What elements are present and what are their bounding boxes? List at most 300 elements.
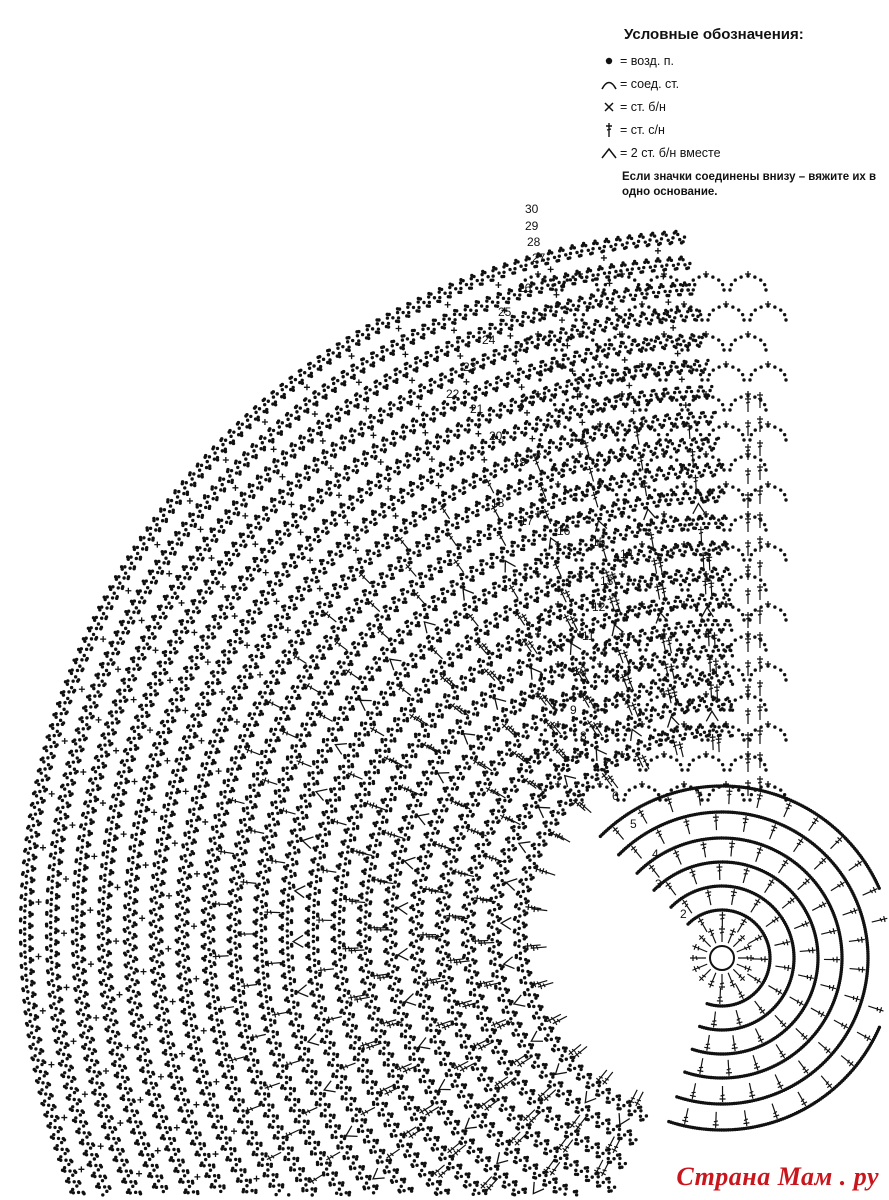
- chain-dot: [521, 661, 524, 664]
- double-crochet-mark: [767, 983, 784, 996]
- chain-dot: [416, 782, 419, 785]
- chain-dot: [572, 685, 575, 688]
- chain-dot: [649, 582, 652, 585]
- chain-dot: [479, 629, 482, 632]
- double-crochet-mark: [788, 994, 805, 1007]
- chain-dot: [456, 1164, 459, 1167]
- chain-dot: [473, 668, 476, 671]
- chain-dot: [489, 1017, 492, 1020]
- chain-dot: [380, 1029, 383, 1032]
- double-crochet-mark: [735, 917, 748, 934]
- chain-dot: [526, 603, 529, 606]
- double-crochet-mark: [796, 877, 812, 892]
- chain-dot: [601, 1091, 604, 1094]
- chain-dot: [427, 1126, 430, 1129]
- chain-dot: [615, 699, 618, 702]
- chain-dot: [360, 966, 363, 969]
- chain-dot: [394, 1000, 397, 1003]
- chain-dot: [578, 1065, 581, 1068]
- chain-dot: [568, 584, 571, 587]
- chain-dot: [440, 1100, 443, 1103]
- chain-dot: [701, 697, 704, 700]
- chain-dot: [447, 694, 450, 697]
- chain-dot: [392, 1129, 395, 1132]
- chain-dot: [655, 629, 658, 632]
- chain-dot: [703, 674, 706, 677]
- chain-dot: [405, 1024, 408, 1027]
- double-crochet-mark: [697, 1058, 706, 1075]
- chain-dot: [489, 760, 492, 763]
- chain-dot: [363, 990, 366, 993]
- chain-dot: [454, 1175, 457, 1178]
- chain-dot: [878, 887, 881, 890]
- chain-dot: [702, 568, 705, 571]
- chain-dot: [661, 688, 664, 691]
- chain-dot: [341, 881, 344, 884]
- chain-dot: [435, 703, 438, 706]
- chain-dot: [530, 769, 533, 772]
- chain-dot: [478, 658, 481, 661]
- chain-dot: [368, 936, 371, 939]
- chain-dot: [673, 707, 676, 710]
- chain-dot: [692, 573, 695, 576]
- chain-dot: [364, 934, 367, 937]
- chain-dot: [383, 1041, 386, 1044]
- chain-dot: [430, 771, 433, 774]
- chain-dot: [684, 683, 687, 686]
- chain-dot: [495, 816, 498, 819]
- chain-dot: [519, 895, 522, 898]
- chain-dot: [643, 658, 646, 661]
- chain-dot: [673, 685, 676, 688]
- chain-dot: [533, 748, 536, 751]
- chain-dot: [396, 729, 399, 732]
- chain-dot: [500, 879, 503, 882]
- chain-dot: [376, 810, 379, 813]
- chain-dot: [401, 1091, 404, 1094]
- chain-dot: [428, 712, 431, 715]
- chain-dot: [554, 1181, 557, 1184]
- chain-dot: [399, 1133, 402, 1136]
- chain-dot: [624, 1162, 627, 1165]
- chain-dot: [658, 660, 661, 663]
- chain-dot: [362, 1078, 365, 1081]
- chain-dot: [445, 699, 448, 702]
- chain-dot: [521, 969, 524, 972]
- chain-dot: [529, 1097, 532, 1100]
- chain-dot: [442, 957, 445, 960]
- chain-dot: [507, 855, 510, 858]
- chain-dot: [716, 623, 719, 626]
- chain-dot: [480, 1158, 483, 1161]
- chain-dot: [516, 932, 519, 935]
- chain-dot: [429, 1029, 432, 1032]
- chain-dot: [456, 844, 459, 847]
- chain-dot: [564, 1135, 567, 1138]
- chain-dot: [574, 1130, 577, 1133]
- chain-dot: [384, 948, 387, 951]
- chain-dot: [615, 642, 618, 645]
- chain-dot: [501, 893, 504, 896]
- chain-dot: [378, 749, 381, 752]
- double-crochet-mark: [453, 1059, 470, 1072]
- chain-dot: [638, 579, 641, 582]
- chain-dot: [535, 1053, 538, 1056]
- chain-dot: [631, 635, 634, 638]
- chain-dot: [418, 1003, 421, 1006]
- double-crochet-mark: [682, 1108, 691, 1125]
- chain-dot: [366, 958, 369, 961]
- chain-dot: [441, 1145, 444, 1148]
- chain-dot: [459, 1034, 462, 1037]
- chain-dot: [595, 1093, 598, 1096]
- chain-dot: [439, 901, 442, 904]
- chain-dot: [413, 1112, 416, 1115]
- chain-dot: [531, 654, 534, 657]
- chain-dot: [469, 934, 472, 937]
- chain-dot: [494, 1172, 497, 1175]
- chain-dot: [421, 912, 424, 915]
- chain-dot: [542, 839, 545, 842]
- chain-dot: [422, 771, 425, 774]
- chain-dot: [586, 773, 589, 776]
- chain-dot: [419, 879, 422, 882]
- chain-dot: [618, 1098, 621, 1101]
- chain-dot: [468, 1034, 471, 1037]
- chain-dot: [382, 1113, 385, 1116]
- chain-dot: [490, 772, 493, 775]
- chain-dot: [395, 765, 398, 768]
- chain-dot: [448, 651, 451, 654]
- chain-dot: [667, 601, 670, 604]
- chain-dot: [450, 881, 453, 884]
- chain-dot: [642, 685, 645, 688]
- chain-dot: [441, 908, 444, 911]
- chain-dot: [526, 664, 529, 667]
- chain-dot: [415, 915, 418, 918]
- chain-dot: [457, 1120, 460, 1123]
- chain-dot: [421, 867, 424, 870]
- chain-dot: [439, 1040, 442, 1043]
- chain-dot: [339, 893, 342, 896]
- chain-dot: [711, 650, 714, 653]
- chain-dot: [429, 1023, 432, 1026]
- chain-dot: [422, 1015, 425, 1018]
- chain-dot: [460, 1175, 463, 1178]
- chain-dot: [408, 1041, 411, 1044]
- chain-dot: [485, 619, 488, 622]
- chain-dot: [415, 687, 418, 690]
- chain-dot: [607, 1122, 610, 1125]
- chain-dot: [525, 769, 528, 772]
- chain-dot: [434, 670, 437, 673]
- chain-dot: [462, 775, 465, 778]
- chain-dot: [510, 678, 513, 681]
- chain-dot: [576, 748, 579, 751]
- chain-dot: [496, 876, 499, 879]
- chain-dot: [498, 891, 501, 894]
- chain-dot: [423, 1173, 426, 1176]
- chain-dot: [547, 1084, 550, 1087]
- double-crochet-mark: [828, 835, 844, 851]
- chain-dot: [564, 1122, 567, 1125]
- chain-dot: [548, 620, 551, 623]
- chain-dot: [444, 996, 447, 999]
- double-crochet-mark: [654, 828, 667, 845]
- chain-dot: [695, 579, 698, 582]
- chain-dot: [650, 663, 653, 666]
- chain-dot: [468, 765, 471, 768]
- chain-dot: [387, 748, 390, 751]
- chain-dot: [400, 827, 403, 830]
- chain-dot: [399, 776, 402, 779]
- chain-dot: [585, 1149, 588, 1152]
- double-crochet-mark: [736, 961, 753, 973]
- chain-dot: [449, 1062, 452, 1065]
- chain-dot: [505, 618, 508, 621]
- chain-dot: [616, 1124, 619, 1127]
- chain-dot: [518, 927, 521, 930]
- chain-dot: [538, 626, 541, 629]
- chain-dot: [367, 770, 370, 773]
- chain-dot: [507, 795, 510, 798]
- chain-dot: [536, 597, 539, 600]
- chain-dot: [663, 655, 666, 658]
- chain-dot: [453, 690, 456, 693]
- chain-dot: [398, 857, 401, 860]
- chain-dot: [516, 1022, 519, 1025]
- chain-dot: [672, 581, 675, 584]
- chain-dot: [632, 662, 635, 665]
- chain-dot: [339, 953, 342, 956]
- chain-dot: [364, 771, 367, 774]
- chain-dot: [465, 1034, 468, 1037]
- chain-dot: [428, 1138, 431, 1141]
- chain-dot: [503, 1173, 506, 1176]
- double-crochet-mark: [832, 1017, 849, 1030]
- chain-dot: [401, 1144, 404, 1147]
- chain-dot: [538, 835, 541, 838]
- chain-dot: [393, 775, 396, 778]
- chain-dot: [517, 945, 520, 948]
- chain-dot: [441, 819, 444, 822]
- chain-dot: [388, 786, 391, 789]
- double-crochet-mark: [611, 825, 626, 841]
- chain-dot: [657, 713, 660, 716]
- chain-dot: [514, 1011, 517, 1014]
- chain-dot: [533, 1061, 536, 1064]
- chain-dot: [395, 782, 398, 785]
- chain-dot: [524, 1091, 527, 1094]
- chain-dot: [525, 803, 528, 806]
- chain-dot: [481, 850, 484, 853]
- chain-dot: [394, 930, 397, 933]
- double-crochet-mark: [676, 741, 686, 758]
- chain-dot: [435, 1029, 438, 1032]
- chain-dot: [585, 1114, 588, 1117]
- chain-dot: [358, 917, 361, 920]
- chain-dot: [495, 723, 498, 726]
- chain-dot: [523, 1044, 526, 1047]
- chain-dot: [380, 738, 383, 741]
- chain-dot: [473, 1181, 476, 1184]
- chain-dot: [428, 995, 431, 998]
- chain-dot: [512, 829, 515, 832]
- chain-dot: [430, 838, 433, 841]
- chain-dot: [349, 834, 352, 837]
- chain-dot: [389, 934, 392, 937]
- chain-dot: [437, 1090, 440, 1093]
- chain-dot: [463, 904, 466, 907]
- chain-dot: [412, 920, 415, 923]
- chain-dot: [530, 1000, 533, 1003]
- double-crochet-mark: [704, 1034, 713, 1051]
- chain-dot: [589, 714, 592, 717]
- chain-dot: [404, 707, 407, 710]
- chain-dot: [407, 743, 410, 746]
- chain-dot: [392, 892, 395, 895]
- chain-dot: [629, 1133, 632, 1136]
- chain-dot: [602, 1181, 605, 1184]
- chain-dot: [693, 680, 696, 683]
- chain-dot: [336, 984, 339, 987]
- chain-dot: [415, 969, 418, 972]
- chain-dot: [333, 948, 336, 951]
- chain-dot: [426, 1012, 429, 1015]
- chain-dot: [524, 981, 527, 984]
- chain-dot: [486, 662, 489, 665]
- chain-dot: [447, 793, 450, 796]
- chain-dot: [514, 1156, 517, 1159]
- chain-dot: [606, 739, 609, 742]
- chain-dot: [517, 1081, 520, 1084]
- chain-dot: [473, 948, 476, 951]
- chain-dot: [425, 876, 428, 879]
- chain-dot: [574, 1110, 577, 1113]
- chain-dot: [686, 657, 689, 660]
- chain-dot: [602, 568, 605, 571]
- chain-dot: [453, 999, 456, 1002]
- double-crochet-mark: [812, 856, 828, 871]
- double-crochet-mark: [713, 814, 720, 830]
- chain-dot: [726, 547, 729, 550]
- chain-dot: [492, 760, 495, 763]
- chain-dot: [505, 1140, 508, 1143]
- chain-dot: [673, 632, 676, 635]
- chain-dot: [451, 729, 454, 732]
- chain-dot: [416, 1127, 419, 1130]
- chain-dot: [470, 946, 473, 949]
- chain-dot: [464, 891, 467, 894]
- chain-dot: [445, 798, 448, 801]
- chain-dot: [511, 1022, 514, 1025]
- double-crochet-mark: [733, 1009, 743, 1026]
- chain-dot: [444, 861, 447, 864]
- chain-dot: [345, 1023, 348, 1026]
- double-crochet-mark: [707, 927, 719, 944]
- chain-dot: [427, 1006, 430, 1009]
- chain-dot: [415, 939, 418, 942]
- chain-dot: [509, 798, 512, 801]
- chain-dot: [605, 1177, 608, 1180]
- chain-dot: [582, 656, 585, 659]
- chain-dot: [718, 552, 721, 555]
- chain-dot: [611, 703, 614, 706]
- chain-dot: [365, 891, 368, 894]
- chain-dot: [548, 1181, 551, 1184]
- chain-dot: [384, 744, 387, 747]
- chain-dot: [425, 1017, 428, 1020]
- chain-dot: [333, 960, 336, 963]
- chain-dot: [432, 1079, 435, 1082]
- chain-dot: [576, 1133, 579, 1136]
- chain-dot: [575, 717, 578, 720]
- chain-dot: [584, 1136, 587, 1139]
- chain-dot: [507, 999, 510, 1002]
- chain-dot: [445, 1072, 448, 1075]
- chain-dot: [418, 1173, 421, 1176]
- chain-dot: [617, 1133, 620, 1136]
- chain-dot: [478, 876, 481, 879]
- chain-dot: [426, 1182, 429, 1185]
- chain-dot: [575, 687, 578, 690]
- chain-dot: [495, 1143, 498, 1146]
- chain-dot: [480, 1073, 483, 1076]
- chain-dot: [342, 942, 345, 945]
- chain-dot: [469, 922, 472, 925]
- chain-dot: [484, 1023, 487, 1026]
- chain-dot: [489, 683, 492, 686]
- chain-dot: [674, 658, 677, 661]
- double-crochet-mark: [769, 1103, 780, 1120]
- chain-dot: [480, 703, 483, 706]
- chain-dot: [507, 1183, 510, 1186]
- chain-dot: [585, 1175, 588, 1178]
- chain-dot: [593, 651, 596, 654]
- chain-dot: [404, 1035, 407, 1038]
- chain-dot: [546, 1115, 549, 1118]
- chain-dot: [538, 760, 541, 763]
- chain-dot: [418, 898, 421, 901]
- chain-dot: [462, 941, 465, 944]
- chain-dot: [416, 867, 419, 870]
- chain-dot: [659, 743, 662, 746]
- chain-dot: [498, 687, 501, 690]
- chain-dot: [493, 728, 496, 731]
- double-crochet-mark: [551, 1014, 568, 1027]
- chain-dot: [474, 959, 477, 962]
- chain-dot: [487, 1159, 490, 1162]
- chain-dot: [539, 718, 542, 721]
- chain-dot: [528, 658, 531, 661]
- chain-dot: [422, 1005, 425, 1008]
- chain-dot: [446, 941, 449, 944]
- chain-dot: [655, 655, 658, 658]
- chain-dot: [428, 1171, 431, 1174]
- chain-dot: [582, 650, 585, 653]
- chain-dot: [513, 743, 516, 746]
- chain-dot: [346, 871, 349, 874]
- chain-dot: [471, 1114, 474, 1117]
- chain-dot: [410, 929, 413, 932]
- chain-dot: [438, 815, 441, 818]
- chain-dot: [709, 628, 712, 631]
- chain-dot: [461, 825, 464, 828]
- chain-dot: [412, 1036, 415, 1039]
- chain-dot: [342, 907, 345, 910]
- chain-dot: [582, 709, 585, 712]
- chain-dot: [416, 799, 419, 802]
